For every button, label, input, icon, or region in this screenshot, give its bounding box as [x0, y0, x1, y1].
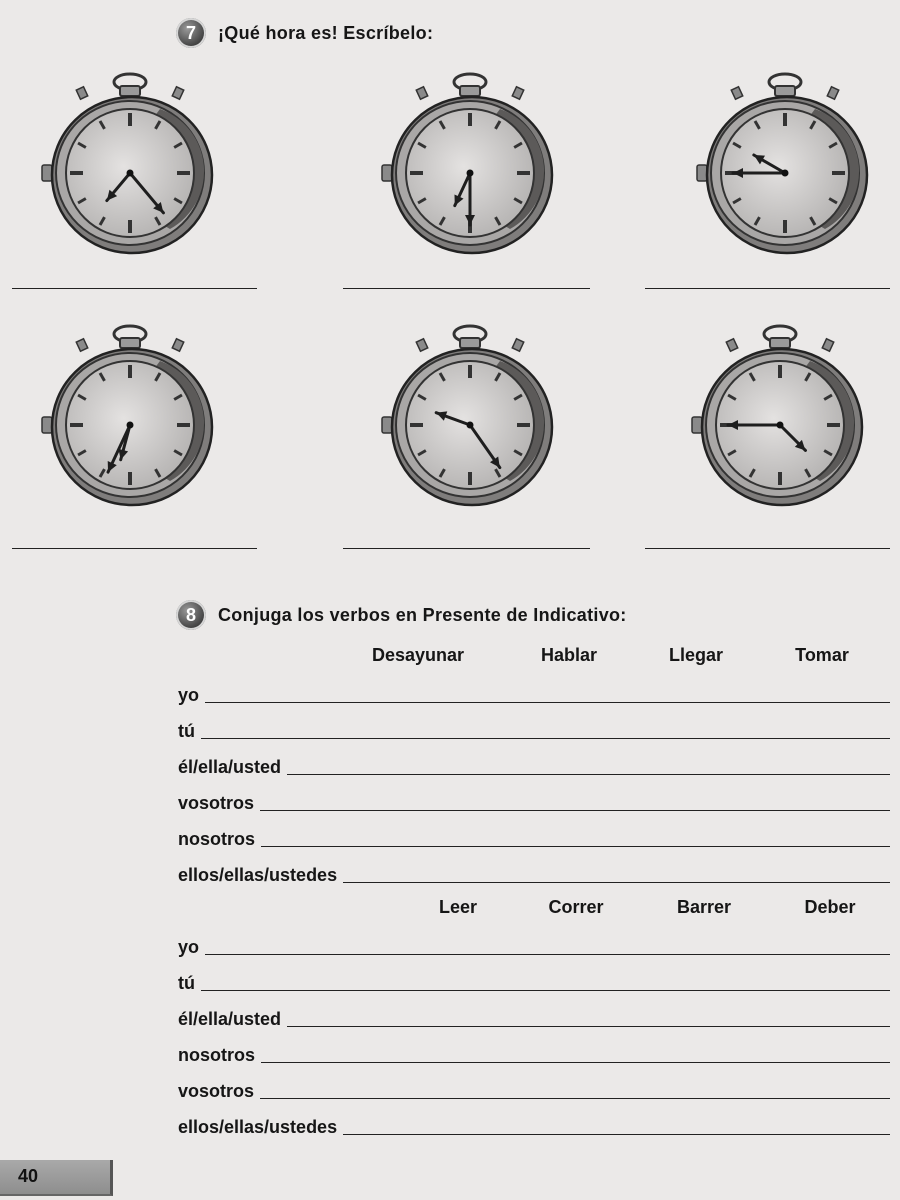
clock-2 — [380, 68, 560, 258]
pronoun-label: nosotros — [178, 1045, 256, 1065]
conjugation-row[interactable] — [178, 932, 890, 958]
stopwatch-drawing — [690, 320, 870, 510]
time-answer-line[interactable] — [12, 288, 257, 289]
conjugation-row[interactable] — [178, 716, 890, 742]
time-answer-line[interactable] — [12, 548, 257, 549]
conjugation-answer-line[interactable] — [261, 1062, 890, 1063]
conjugation-answer-line[interactable] — [261, 846, 890, 847]
stopwatch-drawing — [380, 320, 560, 510]
exercise-number-badge: 7 — [176, 18, 206, 48]
verb-label: Llegar — [668, 645, 724, 665]
pronoun-label: yo — [178, 937, 200, 957]
verb-headers-group-2 — [0, 897, 900, 921]
pronoun-label: él/ella/usted — [178, 757, 282, 777]
time-answer-line[interactable] — [645, 548, 890, 549]
conjugation-row[interactable] — [178, 1040, 890, 1066]
verb-headers-group-1 — [0, 645, 900, 669]
pronoun-label: yo — [178, 685, 200, 705]
verb-label: Desayunar — [371, 645, 465, 665]
pronoun-label: ellos/ellas/ustedes — [178, 1117, 338, 1137]
verb-label: Correr — [548, 897, 604, 917]
stopwatch-drawing — [40, 68, 220, 258]
conjugation-row[interactable] — [178, 860, 890, 886]
pronoun-label: vosotros — [178, 1081, 255, 1101]
conjugation-answer-line[interactable] — [287, 1026, 890, 1027]
conjugation-row[interactable] — [178, 824, 890, 850]
pronoun-label: nosotros — [178, 829, 256, 849]
clock-6 — [690, 320, 870, 510]
time-answer-line[interactable] — [343, 288, 590, 289]
time-answer-line[interactable] — [343, 548, 590, 549]
conjugation-row[interactable] — [178, 1004, 890, 1030]
conjugation-row[interactable] — [178, 788, 890, 814]
conjugation-answer-line[interactable] — [201, 990, 890, 991]
page-number-tab — [0, 1160, 113, 1196]
conjugation-row[interactable] — [178, 752, 890, 778]
pronoun-label: él/ella/usted — [178, 1009, 282, 1029]
pronoun-label: tú — [178, 721, 195, 741]
exercise-number-badge: 8 — [176, 600, 206, 630]
conjugation-answer-line[interactable] — [260, 1098, 890, 1099]
conjugation-answer-line[interactable] — [260, 810, 890, 811]
verb-label: Tomar — [795, 645, 849, 665]
verb-label: Hablar — [540, 645, 598, 665]
conjugation-answer-line[interactable] — [287, 774, 890, 775]
conjugation-answer-line[interactable] — [205, 954, 890, 955]
conjugation-row[interactable] — [178, 680, 890, 706]
conjugation-row[interactable] — [178, 1112, 890, 1138]
pronoun-label: ellos/ellas/ustedes — [178, 865, 338, 885]
exercise-title: Conjuga los verbos en Presente de Indicativo: — [218, 604, 627, 625]
conjugation-answer-line[interactable] — [343, 882, 890, 883]
conjugation-row[interactable] — [178, 968, 890, 994]
pronoun-label: vosotros — [178, 793, 255, 813]
verb-label: Deber — [804, 897, 856, 917]
pronoun-label: tú — [178, 973, 195, 993]
conjugation-answer-line[interactable] — [343, 1134, 890, 1135]
exercise-8-header — [176, 600, 627, 630]
clock-3 — [695, 68, 875, 258]
verb-label: Barrer — [676, 897, 732, 917]
clock-4 — [40, 320, 220, 510]
conjugation-row[interactable] — [178, 1076, 890, 1102]
clock-1 — [40, 68, 220, 258]
exercise-title: ¡Qué hora es! Escríbelo: — [218, 22, 434, 43]
exercise-7-header — [176, 18, 433, 48]
verb-label: Leer — [438, 897, 478, 917]
conjugation-answer-line[interactable] — [201, 738, 890, 739]
stopwatch-drawing — [40, 320, 220, 510]
stopwatch-drawing — [695, 68, 875, 258]
time-answer-line[interactable] — [645, 288, 890, 289]
page-number: 40 — [18, 1166, 39, 1186]
clock-5 — [380, 320, 560, 510]
conjugation-answer-line[interactable] — [205, 702, 890, 703]
stopwatch-drawing — [380, 68, 560, 258]
